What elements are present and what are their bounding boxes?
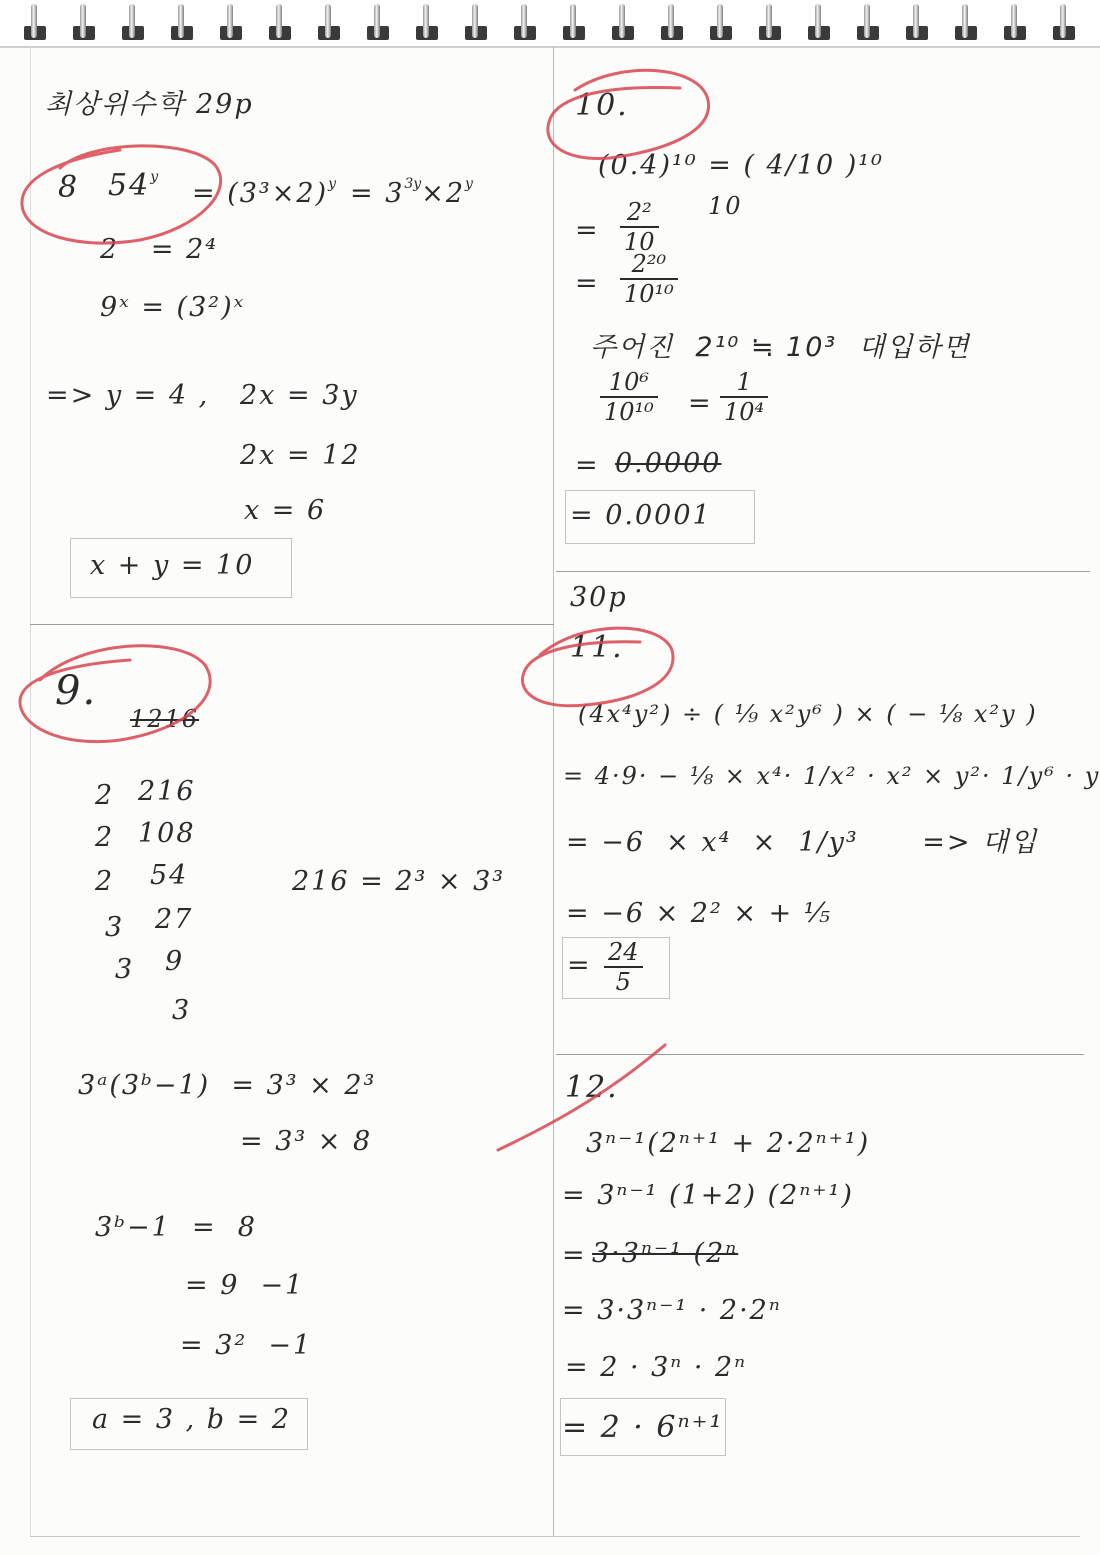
denominator: 10 xyxy=(624,228,655,256)
numerator: 2²⁰ xyxy=(631,250,667,278)
p9-factor: 216 = 2³ × 3³ xyxy=(292,866,506,897)
binding-ring xyxy=(218,4,244,42)
p9-eq5: = 3² −1 xyxy=(180,1330,313,1361)
p12-line3-struck: 3·3ⁿ⁻¹ (2ⁿ xyxy=(592,1238,739,1269)
binding-ring xyxy=(316,4,342,42)
divisor: 3 xyxy=(105,912,125,943)
bottom-line xyxy=(30,1536,1080,1537)
p12-line4: = 3·3ⁿ⁻¹ · 2·2ⁿ xyxy=(562,1295,782,1326)
binding-ring xyxy=(414,4,440,42)
quotient: 108 xyxy=(138,818,196,849)
p10-line4: 주어진 2¹⁰ ≒ 10³ 대입하면 xyxy=(590,332,971,363)
p9-answer: a = 3 , b = 2 xyxy=(92,1404,292,1435)
spiral-binding xyxy=(0,0,1100,48)
p10-eq-sign-5: = xyxy=(688,388,713,419)
p10-answer: = 0.0001 xyxy=(570,500,712,531)
binding-ring xyxy=(267,4,293,42)
binding-ring xyxy=(120,4,146,42)
p10-line2-frac xyxy=(620,198,659,256)
p10-line3-frac xyxy=(620,250,678,308)
denominator: 10⁴ xyxy=(724,398,765,426)
left-margin-line xyxy=(30,46,31,1536)
quotient: 216 xyxy=(138,776,196,807)
p12-line2: = 3ⁿ⁻¹ (1+2) (2ⁿ⁺¹) xyxy=(562,1180,854,1211)
p10-struck: 0.0000 xyxy=(615,448,722,479)
p11-line1: (4x⁴y²) ÷ ( ⅑ x²y⁶ ) × ( − ⅛ x²y ) xyxy=(578,700,1038,728)
p9-eq1: 3ᵃ(3ᵇ−1) = 3³ × 2³ xyxy=(78,1070,377,1101)
binding-ring xyxy=(953,4,979,42)
p8-line2: 2 = 2⁴ xyxy=(100,234,219,265)
p11-line2: = 4·9· − ⅛ × x⁴· 1/x² · x² × y²· 1/y⁶ · y xyxy=(563,762,1100,790)
binding-ring xyxy=(22,4,48,42)
quotient: 27 xyxy=(155,904,194,935)
p11-line4: = −6 × 2² × + ⅕ xyxy=(566,898,832,929)
binding-ring xyxy=(463,4,489,42)
binding-ring xyxy=(855,4,881,42)
binding-ring xyxy=(806,4,832,42)
p8-line5: 2x = 12 xyxy=(240,440,361,471)
binding-ring xyxy=(561,4,587,42)
p10-eq-sign-6: = xyxy=(575,450,600,481)
binding-ring xyxy=(71,4,97,42)
divisor: 2 xyxy=(95,822,115,853)
p12-line5: = 2 · 3ⁿ · 2ⁿ xyxy=(565,1352,748,1383)
binding-ring xyxy=(610,4,636,42)
quotient: 9 xyxy=(165,946,185,977)
binding-ring xyxy=(904,4,930,42)
p9-eq4: = 9 −1 xyxy=(185,1270,305,1301)
problem-10-number: 10. xyxy=(575,88,629,123)
problem-12-number: 12. xyxy=(565,1070,619,1105)
p8-line4-b: 2x = 3y xyxy=(240,380,359,411)
quotient: 54 xyxy=(150,860,189,891)
denominator: 10¹⁰ xyxy=(624,280,674,308)
binding-ring xyxy=(708,4,734,42)
binding-ring xyxy=(659,4,685,42)
p10-line5-frac-right xyxy=(720,368,768,426)
p8-line1-lhs: 54$^y$ xyxy=(108,168,159,203)
p9-eq2: = 3³ × 8 xyxy=(240,1126,373,1157)
p10-line5-frac-left xyxy=(600,368,658,426)
p8-line6: x = 6 xyxy=(244,495,327,526)
p9-eq3: 3ᵇ−1 = 8 xyxy=(95,1212,257,1243)
p8-answer: x + y = 10 xyxy=(90,550,255,581)
p10-eq-sign-2: = xyxy=(575,215,600,246)
p10-line1: (0.4)¹⁰ = ( 4/10 )¹⁰ xyxy=(598,150,884,181)
divider-right-2 xyxy=(556,1054,1084,1055)
p10-eq-sign-3: = xyxy=(575,268,600,299)
divisor: 2 xyxy=(95,780,115,811)
numerator: 24 xyxy=(608,938,639,966)
binding-ring xyxy=(757,4,783,42)
quotient: 3 xyxy=(172,995,192,1026)
p12-answer: = 2 · 6ⁿ⁺¹ xyxy=(562,1410,724,1445)
p8-line1-rhs: = $(3^3\times 2)^y = 3^{3y}\times 2^y$ xyxy=(192,176,473,209)
p11-answer-frac xyxy=(604,938,643,996)
divider-right-1 xyxy=(556,571,1090,572)
denominator: 10¹⁰ xyxy=(604,398,654,426)
binding-ring xyxy=(169,4,195,42)
divider-left xyxy=(30,624,554,625)
denominator: 5 xyxy=(615,968,631,996)
problem-11-number: 11. xyxy=(570,630,624,665)
p8-line3: 9ˣ = (3²)ˣ xyxy=(100,292,246,323)
p12-eq-sign-3: = xyxy=(562,1240,587,1271)
binding-ring xyxy=(1051,4,1077,42)
page-header-30: 30p xyxy=(570,582,628,613)
p12-line1: 3ⁿ⁻¹(2ⁿ⁺¹ + 2·2ⁿ⁺¹) xyxy=(586,1128,871,1159)
p9-struck: 1216 xyxy=(130,705,200,733)
page-header-29: 최상위수학 29p xyxy=(45,89,254,120)
problem-9-number: 9. xyxy=(55,668,98,714)
problem-8-number: 8 xyxy=(58,170,80,205)
p10-line2-exp: 10 xyxy=(708,192,743,220)
numerator: 10⁶ xyxy=(608,368,649,396)
binding-ring xyxy=(365,4,391,42)
divisor: 3 xyxy=(115,954,135,985)
p11-eq-sign-ans: = xyxy=(567,950,592,981)
divisor: 2 xyxy=(95,866,115,897)
binding-ring xyxy=(1002,4,1028,42)
numerator: 2² xyxy=(626,198,652,226)
p11-line3: = −6 × x⁴ × 1/y³ => 대입 xyxy=(566,827,1039,858)
numerator: 1 xyxy=(736,368,752,396)
binding-ring xyxy=(512,4,538,42)
p8-line4-a: => y = 4 , xyxy=(46,380,210,411)
center-divider xyxy=(553,46,554,1536)
